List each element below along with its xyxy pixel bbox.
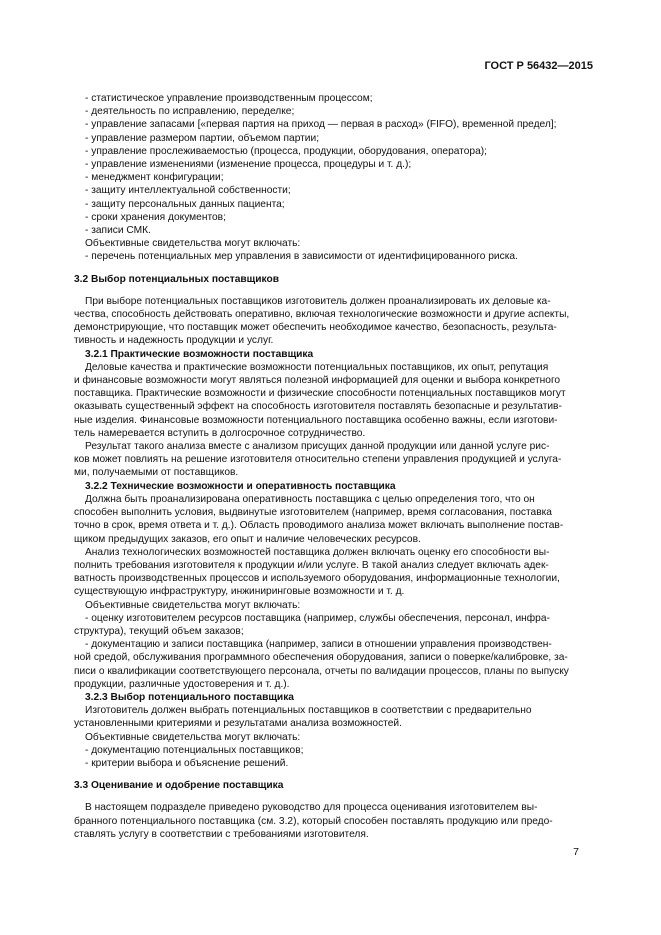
list-item: - менеджмент конфигурации; bbox=[85, 172, 224, 184]
paragraph bbox=[74, 295, 587, 348]
paragraph-line: установленными критериями и результатами анализа возможностей. bbox=[74, 718, 402, 730]
paragraph-line: ков может повлиять на решение изготовителя относительно степени управления продукцией и услуга- bbox=[74, 454, 562, 466]
list-item: - управление размером партии, объемом партии; bbox=[85, 132, 320, 144]
paragraph-line: ной средой, обслуживания программного обеспечения оборудования, записи о поверке/калибровке, за- bbox=[74, 652, 568, 664]
paragraph-line: Изготовитель должен выбрать потенциальных поставщиков в соответствии с предварительно bbox=[85, 705, 532, 717]
paragraph-line: ные изделия. Финансовые возможности потенциального поставщика особенно важны, если изготови- bbox=[74, 414, 558, 426]
evidence-item bbox=[74, 612, 587, 638]
paragraph-line: демонстрирующие, что поставщик может обеспечить необходимое качество, безопасность, результа- bbox=[74, 322, 557, 334]
list-item: - деятельность по исправлению, переделке; bbox=[85, 106, 295, 118]
paragraph-line: и финансовые возможности могут являться полезной информацией для оценки и выбора конкретного bbox=[74, 375, 561, 387]
paragraph bbox=[74, 440, 587, 480]
paragraph-line: существующую инфраструктуру, инжиниринговые возможности и т. д. bbox=[74, 586, 405, 598]
section-heading-3-2-1: 3.2.1 Практические возможности поставщика bbox=[85, 348, 314, 360]
list-item: - защиту персональных данных пациента; bbox=[85, 198, 285, 210]
section-heading-3-2: 3.2 Выбор потенциальных поставщиков bbox=[74, 273, 279, 285]
evidence-item: - документацию потенциальных поставщиков; bbox=[85, 744, 304, 756]
evidence-item: - критерии выбора и объяснение решений. bbox=[85, 757, 289, 769]
paragraph-line: продукции, различные удостоверения и т. д.). bbox=[74, 678, 290, 690]
list-item: - записи СМК. bbox=[85, 225, 151, 237]
list-item: - управление запасами [«первая партия на приход — первая в расход» (FIFO), временной предел]; bbox=[85, 119, 557, 131]
paragraph-line: структура), текущий объем заказов; bbox=[74, 625, 244, 637]
paragraph-line: способен выполнить условия, выдвинутые изготовителем (например, время согласования, поставка bbox=[74, 507, 552, 519]
list-item: - сроки хранения документов; bbox=[85, 211, 226, 223]
list-item: - управление изменениями (изменение процесса, процедуры и т. д.); bbox=[85, 159, 412, 171]
paragraph-line: ми, получаемыми от поставщиков. bbox=[74, 467, 239, 479]
evidence-item bbox=[74, 638, 587, 691]
section-heading-3-2-2: 3.2.2 Технические возможности и оперативность поставщика bbox=[85, 480, 396, 492]
paragraph-line: чества, способность действовать оперативно, включая технологические возможности и другие аспекты, bbox=[74, 309, 570, 321]
paragraph-line: Должна быть проанализирована оперативность поставщика с целью определения того, что он bbox=[85, 493, 535, 505]
page-body bbox=[74, 92, 587, 841]
standard-code: ГОСТ Р 56432—2015 bbox=[484, 60, 593, 72]
evidence-intro: Объективные свидетельства могут включать: bbox=[85, 731, 301, 743]
section-heading-3-3: 3.3 Оценивание и одобрение поставщика bbox=[74, 780, 284, 792]
page-number: 7 bbox=[573, 846, 579, 858]
paragraph bbox=[74, 546, 587, 599]
paragraph-line: писи о квалификации соответствующего персонала, отчеты по валидации процессов, планы по выпуску bbox=[74, 665, 569, 677]
section-heading-3-2-3: 3.2.3 Выбор потенциального поставщика bbox=[85, 691, 294, 703]
paragraph-line: тивность и надежность продукции и услуг. bbox=[74, 335, 274, 347]
paragraph-line: В настоящем подразделе приведено руководство для процесса оценивания изготовителем вы- bbox=[85, 802, 538, 814]
paragraph-line: ставлять услугу в соответствии с требованиями изготовителя. bbox=[74, 828, 369, 840]
list-item: - защиту интеллектуальной собственности; bbox=[85, 185, 291, 197]
paragraph-line: - документацию и записи поставщика (например, записи в отношении управления производствен- bbox=[85, 639, 552, 651]
paragraph-line: ватность производственных процессов и используемого оборудования, информационные технологии, bbox=[74, 573, 560, 585]
paragraph bbox=[74, 801, 587, 841]
paragraph-line: полнить требования изготовителя к продукции и/или услуге. В такой анализ следует включать адек- bbox=[74, 559, 549, 571]
list-item: - статистическое управление производственным процессом; bbox=[85, 93, 373, 104]
paragraph-line: - оценку изготовителем ресурсов поставщика (например, службы обеспечения, персонал, инфра- bbox=[85, 612, 550, 624]
paragraph bbox=[74, 361, 587, 440]
paragraph-line: При выборе потенциальных поставщиков изготовитель должен проанализировать их деловые ка- bbox=[85, 295, 551, 307]
paragraph-line: Анализ технологических возможностей поставщика должен включать оценку его способности вы- bbox=[85, 546, 550, 558]
paragraph-line: бранного потенциального поставщика (см. 3.2), который способен поставлять продукцию или предо- bbox=[74, 815, 553, 827]
paragraph-line: точно в срок, время ответа и т. д.). Область проводимого анализа может включать выполнение постав- bbox=[74, 520, 564, 532]
evidence-intro: Объективные свидетельства могут включать: bbox=[85, 238, 301, 250]
list-item: - управление прослеживаемостью (процесса, продукции, оборудования, оператора); bbox=[85, 145, 487, 157]
paragraph bbox=[74, 493, 587, 546]
paragraph-line: оказывать существенный эффект на способность изготовителя поставлять безопасные и результатив- bbox=[74, 401, 562, 413]
paragraph-line: Результат такого анализа вместе с анализом присущих данной продукции или данной услуге рис- bbox=[85, 441, 550, 453]
paragraph-line: щиком предыдущих заказов, его опыт и наличие человеческих ресурсов. bbox=[74, 533, 421, 545]
evidence-intro: Объективные свидетельства могут включать: bbox=[85, 599, 301, 611]
paragraph-line: поставщика. Практические возможности и физические способности потенциальных поставщиков могут bbox=[74, 388, 566, 400]
paragraph-line: Деловые качества и практические возможности потенциальных поставщиков, их опыт, репутация bbox=[85, 361, 549, 373]
paragraph bbox=[74, 704, 587, 730]
paragraph-line: тель намеревается вступить в долгосрочное сотрудничество. bbox=[74, 427, 366, 439]
evidence-item: - перечень потенциальных мер управления в зависимости от идентифицированного риска. bbox=[85, 251, 518, 263]
control-measures-list bbox=[74, 92, 587, 237]
